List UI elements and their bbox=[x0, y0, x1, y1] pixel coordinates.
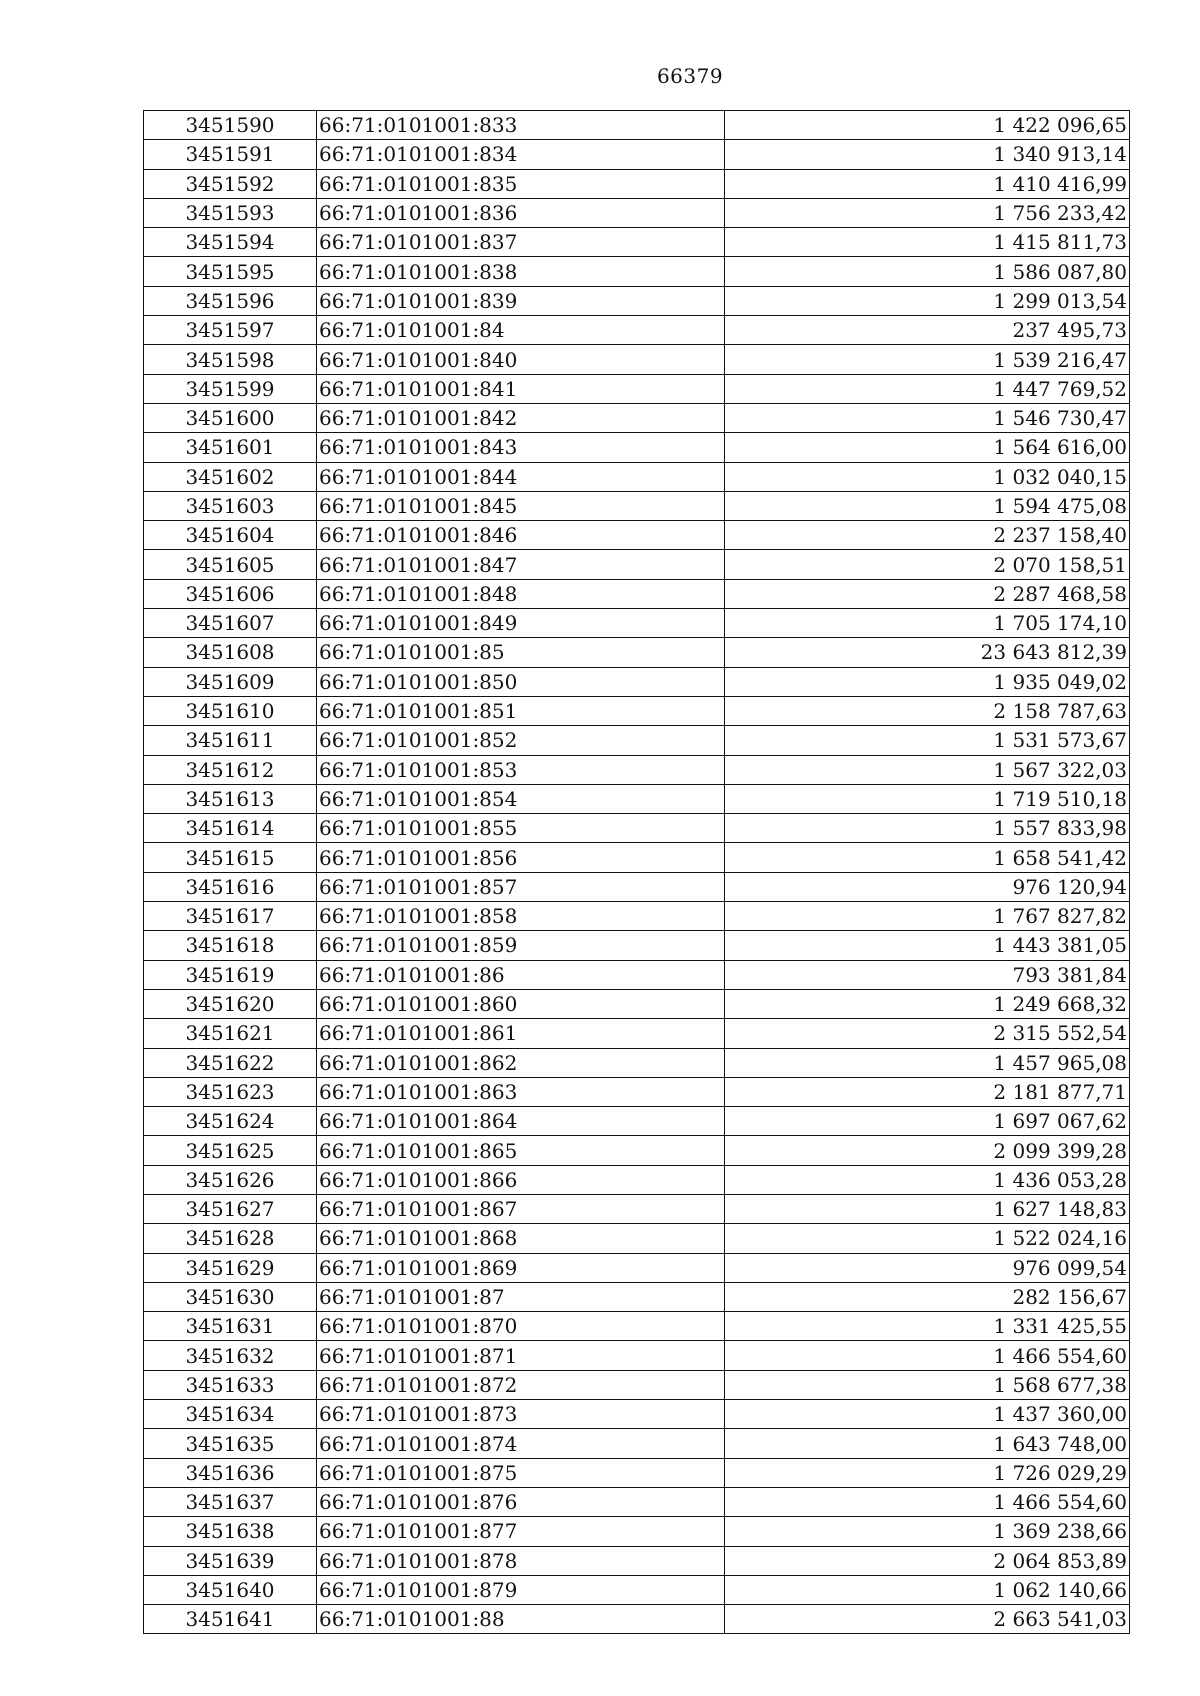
cadastral-value-cell: 1 627 148,83 bbox=[725, 1194, 1130, 1223]
record-id-cell: 3451600 bbox=[144, 403, 317, 432]
record-id-cell: 3451606 bbox=[144, 579, 317, 608]
table-row bbox=[144, 1575, 1130, 1604]
record-id-cell: 3451610 bbox=[144, 696, 317, 725]
table-row bbox=[144, 286, 1130, 315]
table-row bbox=[144, 1370, 1130, 1399]
cadastral-number-cell: 66:71:0101001:858 bbox=[317, 902, 725, 931]
table-row bbox=[144, 726, 1130, 755]
record-id-cell: 3451613 bbox=[144, 784, 317, 813]
record-id-cell: 3451637 bbox=[144, 1487, 317, 1516]
cadastral-value-cell: 1 643 748,00 bbox=[725, 1429, 1130, 1458]
cadastral-value-cell: 1 594 475,08 bbox=[725, 491, 1130, 520]
cadastral-value-cell: 1 705 174,10 bbox=[725, 609, 1130, 638]
record-id-cell: 3451593 bbox=[144, 198, 317, 227]
cadastral-value-cell: 2 287 468,58 bbox=[725, 579, 1130, 608]
cadastral-number-cell: 66:71:0101001:843 bbox=[317, 433, 725, 462]
record-id-cell: 3451598 bbox=[144, 345, 317, 374]
cadastral-value-cell: 1 767 827,82 bbox=[725, 902, 1130, 931]
record-id-cell: 3451631 bbox=[144, 1312, 317, 1341]
table-row bbox=[144, 374, 1130, 403]
cadastral-value-cell: 1 331 425,55 bbox=[725, 1312, 1130, 1341]
cadastral-value-cell: 1 410 416,99 bbox=[725, 169, 1130, 198]
cadastral-number-cell: 66:71:0101001:844 bbox=[317, 462, 725, 491]
record-id-cell: 3451639 bbox=[144, 1546, 317, 1575]
cadastral-number-cell: 66:71:0101001:867 bbox=[317, 1194, 725, 1223]
record-id-cell: 3451623 bbox=[144, 1077, 317, 1106]
record-id-cell: 3451625 bbox=[144, 1136, 317, 1165]
cadastral-value-cell: 1 586 087,80 bbox=[725, 257, 1130, 286]
cadastral-number-cell: 66:71:0101001:878 bbox=[317, 1546, 725, 1575]
record-id-cell: 3451601 bbox=[144, 433, 317, 462]
table-row bbox=[144, 1458, 1130, 1487]
cadastral-value-cell: 1 719 510,18 bbox=[725, 784, 1130, 813]
cadastral-value-table bbox=[143, 110, 1130, 1634]
cadastral-value-cell: 1 249 668,32 bbox=[725, 989, 1130, 1018]
table-row bbox=[144, 345, 1130, 374]
table-row bbox=[144, 755, 1130, 784]
cadastral-number-cell: 66:71:0101001:85 bbox=[317, 638, 725, 667]
table-row bbox=[144, 198, 1130, 227]
cadastral-number-cell: 66:71:0101001:833 bbox=[317, 111, 725, 140]
table-row bbox=[144, 1077, 1130, 1106]
cadastral-value-cell: 1 032 040,15 bbox=[725, 462, 1130, 491]
record-id-cell: 3451616 bbox=[144, 872, 317, 901]
record-id-cell: 3451618 bbox=[144, 931, 317, 960]
table-row bbox=[144, 521, 1130, 550]
cadastral-value-cell: 1 726 029,29 bbox=[725, 1458, 1130, 1487]
cadastral-number-cell: 66:71:0101001:875 bbox=[317, 1458, 725, 1487]
cadastral-number-cell: 66:71:0101001:850 bbox=[317, 667, 725, 696]
cadastral-value-cell: 1 466 554,60 bbox=[725, 1341, 1130, 1370]
record-id-cell: 3451603 bbox=[144, 491, 317, 520]
record-id-cell: 3451617 bbox=[144, 902, 317, 931]
record-id-cell: 3451630 bbox=[144, 1282, 317, 1311]
cadastral-number-cell: 66:71:0101001:854 bbox=[317, 784, 725, 813]
table-row bbox=[144, 1253, 1130, 1282]
cadastral-value-cell: 1 437 360,00 bbox=[725, 1400, 1130, 1429]
cadastral-value-cell: 1 422 096,65 bbox=[725, 111, 1130, 140]
cadastral-number-cell: 66:71:0101001:839 bbox=[317, 286, 725, 315]
record-id-cell: 3451609 bbox=[144, 667, 317, 696]
record-id-cell: 3451622 bbox=[144, 1048, 317, 1077]
record-id-cell: 3451611 bbox=[144, 726, 317, 755]
table-row bbox=[144, 1487, 1130, 1516]
table-row bbox=[144, 1224, 1130, 1253]
cadastral-value-cell: 282 156,67 bbox=[725, 1282, 1130, 1311]
cadastral-number-cell: 66:71:0101001:879 bbox=[317, 1575, 725, 1604]
cadastral-number-cell: 66:71:0101001:848 bbox=[317, 579, 725, 608]
cadastral-value-cell: 1 447 769,52 bbox=[725, 374, 1130, 403]
table-row bbox=[144, 638, 1130, 667]
cadastral-value-cell: 1 658 541,42 bbox=[725, 843, 1130, 872]
cadastral-value-cell: 1 340 913,14 bbox=[725, 140, 1130, 169]
cadastral-value-cell: 976 120,94 bbox=[725, 872, 1130, 901]
record-id-cell: 3451629 bbox=[144, 1253, 317, 1282]
record-id-cell: 3451592 bbox=[144, 169, 317, 198]
record-id-cell: 3451619 bbox=[144, 960, 317, 989]
cadastral-number-cell: 66:71:0101001:842 bbox=[317, 403, 725, 432]
cadastral-number-cell: 66:71:0101001:84 bbox=[317, 316, 725, 345]
table-row bbox=[144, 667, 1130, 696]
cadastral-number-cell: 66:71:0101001:857 bbox=[317, 872, 725, 901]
record-id-cell: 3451636 bbox=[144, 1458, 317, 1487]
record-id-cell: 3451594 bbox=[144, 228, 317, 257]
table-row bbox=[144, 989, 1130, 1018]
table-row bbox=[144, 1341, 1130, 1370]
record-id-cell: 3451605 bbox=[144, 550, 317, 579]
record-id-cell: 3451638 bbox=[144, 1517, 317, 1546]
cadastral-number-cell: 66:71:0101001:836 bbox=[317, 198, 725, 227]
record-id-cell: 3451614 bbox=[144, 814, 317, 843]
cadastral-value-cell: 2 237 158,40 bbox=[725, 521, 1130, 550]
cadastral-number-cell: 66:71:0101001:837 bbox=[317, 228, 725, 257]
cadastral-value-cell: 237 495,73 bbox=[725, 316, 1130, 345]
record-id-cell: 3451641 bbox=[144, 1605, 317, 1634]
cadastral-number-cell: 66:71:0101001:855 bbox=[317, 814, 725, 843]
cadastral-number-cell: 66:71:0101001:874 bbox=[317, 1429, 725, 1458]
cadastral-value-cell: 2 158 787,63 bbox=[725, 696, 1130, 725]
record-id-cell: 3451607 bbox=[144, 609, 317, 638]
table-row bbox=[144, 316, 1130, 345]
cadastral-value-cell: 793 381,84 bbox=[725, 960, 1130, 989]
table-row bbox=[144, 1400, 1130, 1429]
table-row bbox=[144, 403, 1130, 432]
table-row bbox=[144, 931, 1130, 960]
cadastral-number-cell: 66:71:0101001:838 bbox=[317, 257, 725, 286]
record-id-cell: 3451635 bbox=[144, 1429, 317, 1458]
cadastral-value-cell: 1 568 677,38 bbox=[725, 1370, 1130, 1399]
cadastral-number-cell: 66:71:0101001:840 bbox=[317, 345, 725, 374]
record-id-cell: 3451624 bbox=[144, 1107, 317, 1136]
table-body bbox=[144, 111, 1130, 1634]
cadastral-number-cell: 66:71:0101001:865 bbox=[317, 1136, 725, 1165]
table-row bbox=[144, 1605, 1130, 1634]
table-row bbox=[144, 579, 1130, 608]
cadastral-value-cell: 1 546 730,47 bbox=[725, 403, 1130, 432]
table-row bbox=[144, 433, 1130, 462]
table-row bbox=[144, 1048, 1130, 1077]
table-row bbox=[144, 491, 1130, 520]
record-id-cell: 3451626 bbox=[144, 1165, 317, 1194]
table-row bbox=[144, 843, 1130, 872]
cadastral-number-cell: 66:71:0101001:835 bbox=[317, 169, 725, 198]
record-id-cell: 3451599 bbox=[144, 374, 317, 403]
table-row bbox=[144, 1429, 1130, 1458]
cadastral-value-cell: 1 531 573,67 bbox=[725, 726, 1130, 755]
cadastral-value-cell: 976 099,54 bbox=[725, 1253, 1130, 1282]
table-row bbox=[144, 960, 1130, 989]
cadastral-number-cell: 66:71:0101001:872 bbox=[317, 1370, 725, 1399]
cadastral-number-cell: 66:71:0101001:88 bbox=[317, 1605, 725, 1634]
cadastral-number-cell: 66:71:0101001:869 bbox=[317, 1253, 725, 1282]
cadastral-number-cell: 66:71:0101001:856 bbox=[317, 843, 725, 872]
cadastral-value-cell: 1 466 554,60 bbox=[725, 1487, 1130, 1516]
cadastral-value-cell: 2 181 877,71 bbox=[725, 1077, 1130, 1106]
cadastral-value-cell: 1 369 238,66 bbox=[725, 1517, 1130, 1546]
cadastral-number-cell: 66:71:0101001:851 bbox=[317, 696, 725, 725]
cadastral-value-cell: 1 062 140,66 bbox=[725, 1575, 1130, 1604]
cadastral-number-cell: 66:71:0101001:847 bbox=[317, 550, 725, 579]
record-id-cell: 3451597 bbox=[144, 316, 317, 345]
cadastral-value-cell: 1 697 067,62 bbox=[725, 1107, 1130, 1136]
cadastral-number-cell: 66:71:0101001:876 bbox=[317, 1487, 725, 1516]
table-row bbox=[144, 1136, 1130, 1165]
cadastral-number-cell: 66:71:0101001:866 bbox=[317, 1165, 725, 1194]
cadastral-number-cell: 66:71:0101001:860 bbox=[317, 989, 725, 1018]
table-row bbox=[144, 1517, 1130, 1546]
cadastral-value-cell: 1 557 833,98 bbox=[725, 814, 1130, 843]
cadastral-number-cell: 66:71:0101001:861 bbox=[317, 1019, 725, 1048]
table-row bbox=[144, 609, 1130, 638]
cadastral-value-cell: 2 070 158,51 bbox=[725, 550, 1130, 579]
cadastral-number-cell: 66:71:0101001:846 bbox=[317, 521, 725, 550]
cadastral-value-cell: 1 457 965,08 bbox=[725, 1048, 1130, 1077]
cadastral-value-cell: 1 299 013,54 bbox=[725, 286, 1130, 315]
table-row bbox=[144, 784, 1130, 813]
table-row bbox=[144, 111, 1130, 140]
table-row bbox=[144, 814, 1130, 843]
cadastral-value-cell: 1 443 381,05 bbox=[725, 931, 1130, 960]
record-id-cell: 3451596 bbox=[144, 286, 317, 315]
table-row bbox=[144, 257, 1130, 286]
table-row bbox=[144, 1194, 1130, 1223]
cadastral-number-cell: 66:71:0101001:841 bbox=[317, 374, 725, 403]
table-row bbox=[144, 1312, 1130, 1341]
cadastral-value-cell: 1 415 811,73 bbox=[725, 228, 1130, 257]
table-row bbox=[144, 1019, 1130, 1048]
cadastral-number-cell: 66:71:0101001:87 bbox=[317, 1282, 725, 1311]
record-id-cell: 3451640 bbox=[144, 1575, 317, 1604]
table-row bbox=[144, 1165, 1130, 1194]
cadastral-value-cell: 2 663 541,03 bbox=[725, 1605, 1130, 1634]
cadastral-number-cell: 66:71:0101001:863 bbox=[317, 1077, 725, 1106]
cadastral-value-cell: 1 436 053,28 bbox=[725, 1165, 1130, 1194]
cadastral-value-cell: 2 315 552,54 bbox=[725, 1019, 1130, 1048]
cadastral-number-cell: 66:71:0101001:877 bbox=[317, 1517, 725, 1546]
table-row bbox=[144, 872, 1130, 901]
record-id-cell: 3451595 bbox=[144, 257, 317, 286]
table-row bbox=[144, 462, 1130, 491]
page-number: 66379 bbox=[656, 64, 724, 88]
cadastral-value-cell: 2 064 853,89 bbox=[725, 1546, 1130, 1575]
record-id-cell: 3451612 bbox=[144, 755, 317, 784]
table-row bbox=[144, 228, 1130, 257]
cadastral-number-cell: 66:71:0101001:845 bbox=[317, 491, 725, 520]
table-row bbox=[144, 169, 1130, 198]
cadastral-number-cell: 66:71:0101001:870 bbox=[317, 1312, 725, 1341]
cadastral-value-cell: 1 567 322,03 bbox=[725, 755, 1130, 784]
table-row bbox=[144, 1107, 1130, 1136]
cadastral-value-cell: 1 539 216,47 bbox=[725, 345, 1130, 374]
cadastral-number-cell: 66:71:0101001:871 bbox=[317, 1341, 725, 1370]
record-id-cell: 3451628 bbox=[144, 1224, 317, 1253]
cadastral-value-cell: 2 099 399,28 bbox=[725, 1136, 1130, 1165]
record-id-cell: 3451608 bbox=[144, 638, 317, 667]
table-row bbox=[144, 1546, 1130, 1575]
cadastral-number-cell: 66:71:0101001:849 bbox=[317, 609, 725, 638]
table-row bbox=[144, 550, 1130, 579]
table-row bbox=[144, 696, 1130, 725]
cadastral-number-cell: 66:71:0101001:868 bbox=[317, 1224, 725, 1253]
cadastral-value-cell: 1 935 049,02 bbox=[725, 667, 1130, 696]
cadastral-value-cell: 1 522 024,16 bbox=[725, 1224, 1130, 1253]
cadastral-number-cell: 66:71:0101001:859 bbox=[317, 931, 725, 960]
record-id-cell: 3451604 bbox=[144, 521, 317, 550]
cadastral-value-cell: 1 564 616,00 bbox=[725, 433, 1130, 462]
record-id-cell: 3451620 bbox=[144, 989, 317, 1018]
cadastral-number-cell: 66:71:0101001:853 bbox=[317, 755, 725, 784]
record-id-cell: 3451591 bbox=[144, 140, 317, 169]
cadastral-number-cell: 66:71:0101001:86 bbox=[317, 960, 725, 989]
cadastral-number-cell: 66:71:0101001:864 bbox=[317, 1107, 725, 1136]
cadastral-number-cell: 66:71:0101001:834 bbox=[317, 140, 725, 169]
record-id-cell: 3451627 bbox=[144, 1194, 317, 1223]
record-id-cell: 3451621 bbox=[144, 1019, 317, 1048]
record-id-cell: 3451590 bbox=[144, 111, 317, 140]
cadastral-value-cell: 23 643 812,39 bbox=[725, 638, 1130, 667]
record-id-cell: 3451633 bbox=[144, 1370, 317, 1399]
record-id-cell: 3451602 bbox=[144, 462, 317, 491]
table-row bbox=[144, 140, 1130, 169]
cadastral-number-cell: 66:71:0101001:862 bbox=[317, 1048, 725, 1077]
cadastral-value-cell: 1 756 233,42 bbox=[725, 198, 1130, 227]
table-row bbox=[144, 1282, 1130, 1311]
record-id-cell: 3451632 bbox=[144, 1341, 317, 1370]
cadastral-number-cell: 66:71:0101001:873 bbox=[317, 1400, 725, 1429]
table-row bbox=[144, 902, 1130, 931]
record-id-cell: 3451615 bbox=[144, 843, 317, 872]
cadastral-number-cell: 66:71:0101001:852 bbox=[317, 726, 725, 755]
record-id-cell: 3451634 bbox=[144, 1400, 317, 1429]
